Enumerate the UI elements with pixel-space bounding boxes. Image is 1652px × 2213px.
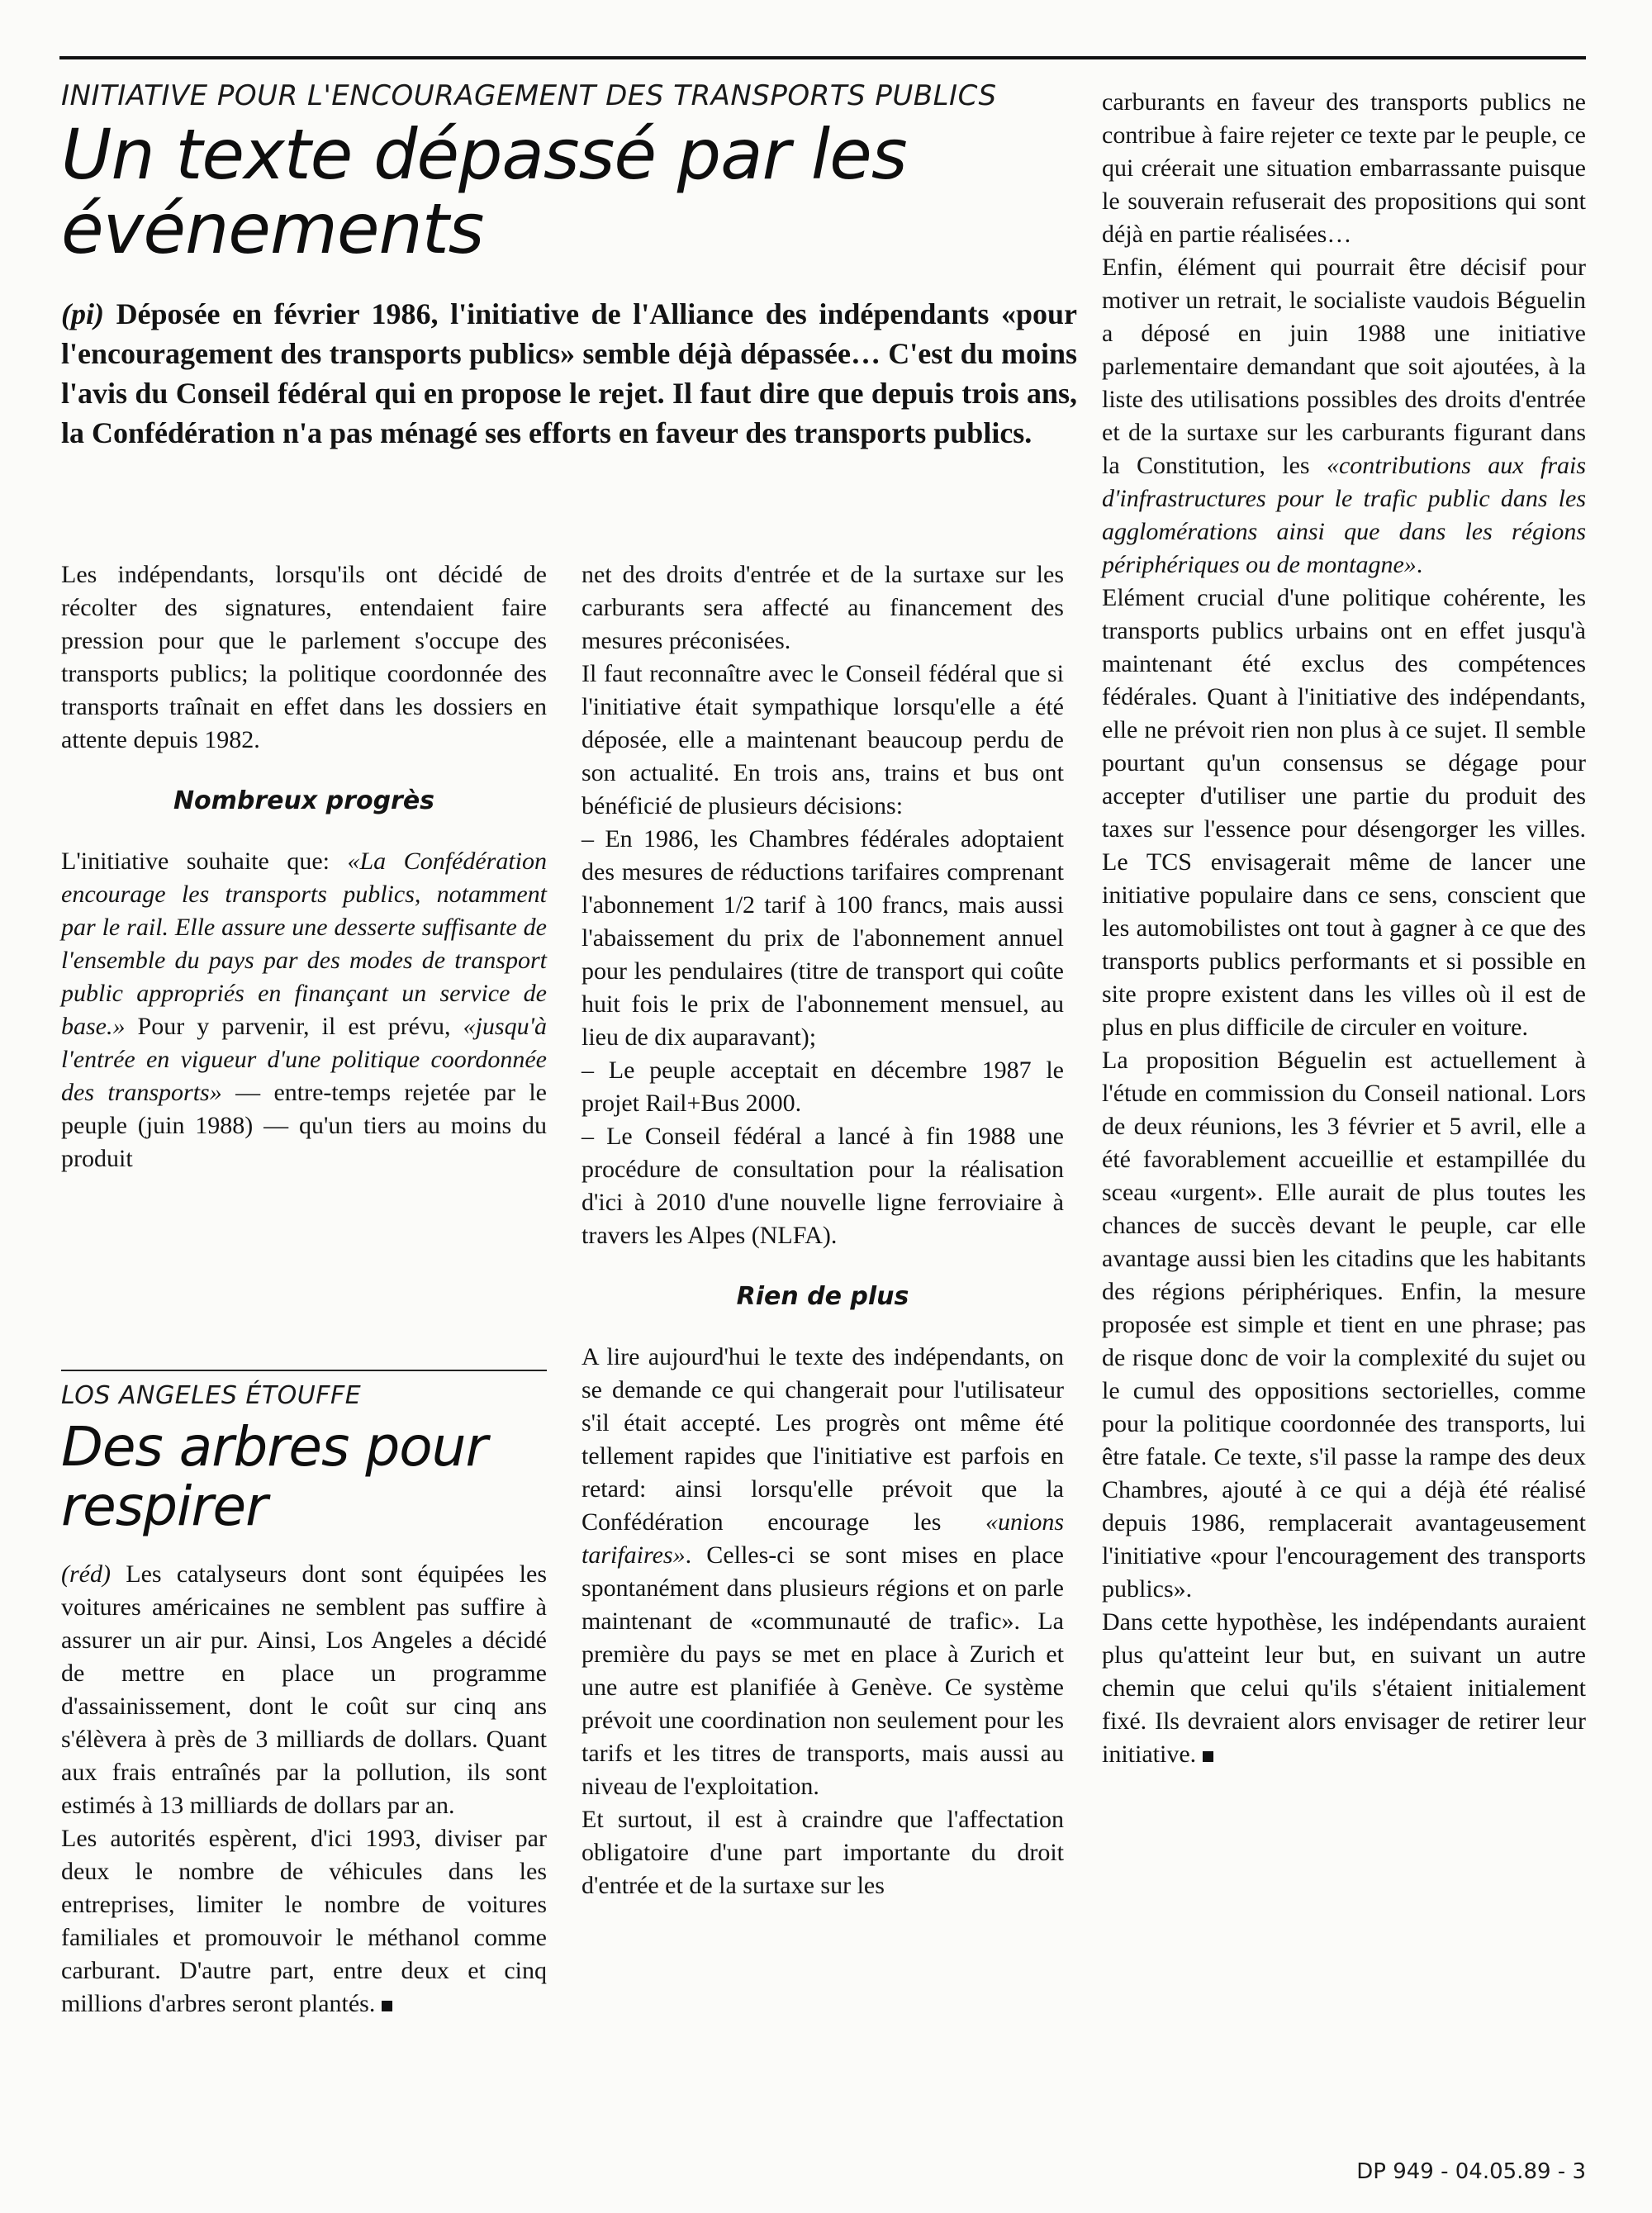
text-run: . xyxy=(1416,551,1423,578)
text-run: — entre-temps rejetée par le peuple (juin 1988) — qu'un tiers au moins du produit xyxy=(61,1079,547,1172)
quote-run: «La Confédération encourage les transports publics, notamment par le rail. Elle assure une desserte suffisante de l'ensemble du pays par des modes de transport public appropriés en finançant un service de base.» xyxy=(61,848,548,1040)
article2-prefix: (réd) xyxy=(61,1560,111,1588)
article1-header xyxy=(61,79,1077,453)
list-item: – En 1986, les Chambres fédérales adoptaient des mesures de réductions tarifaires comprenant l'abonnement 1/2 tarif à 100 francs, mais aussi l'abaissement du prix de l'abonnement annuel pour les pendulaires (titre de transport qui coûte huit fois le prix de l'abonnement mensuel, au lieu de dix auparavant); xyxy=(582,825,1064,1051)
paragraph: Il faut reconnaître avec le Conseil fédéral que si l'initiative était sympathique lorsqu'elle a été déposée, elle a maintenant beaucoup perdu de son actualité. En trois ans, trains et bus ont bénéficié de plusieurs décisions: xyxy=(582,660,1064,819)
paragraph xyxy=(582,1341,1064,1803)
article1-column-middle xyxy=(582,558,1064,1902)
text-run: L'initiative souhaite que: xyxy=(61,848,348,875)
subhead-nombreux-progres: Nombreux progrès xyxy=(173,786,435,815)
text-run: A lire aujourd'hui le texte des indépendants, on se demande ce qui changerait pour l'utilisateur s'il était accepté. Les progrès ont même été tellement rapides que l'initiative est parfois en retard: ainsi lorsqu'elle prévoit que la Confédération encourage les xyxy=(582,1343,1064,1536)
paragraph xyxy=(61,1558,547,1822)
end-mark-icon xyxy=(382,2001,392,2011)
article1-column-left xyxy=(61,558,547,1175)
article2 xyxy=(61,1360,547,2021)
end-mark-icon xyxy=(1203,1751,1213,1762)
paragraph: Elément crucial d'une politique cohérente, les transports publics urbains ont en effet jusqu'à maintenant été exclus des compétences fédérales. Quant à l'initiative des indépendants, elle ne prévoit rien non plus à ce sujet. Il semble pourtant qu'un consensus se dégage pour accepter d'utiliser une partie du produit des taxes sur l'essence pour désengorger les villes. Le TCS envisagerait même de lancer une initiative populaire dans ce sens, conscient que les automobilistes ont tout à gagner à ce que des transports publics performants et si possible en site propre existent dans les villes où il est de plus en plus difficile de circuler en voiture. xyxy=(1102,584,1586,1041)
text-run: Dans cette hypothèse, les indépendants auraient plus qu'atteint leur but, en suivant un autre chemin que celui qu'ils s'étaient initialement fixé. Ils devraient alors envisager de retirer leur initiative. xyxy=(1102,1608,1586,1768)
paragraph xyxy=(1102,1606,1586,1771)
text-run: . Celles-ci se sont mises en place spontanément dans plusieurs régions et on parle maintenant de «communauté de trafic». La première du pays se met en place à Zurich et une autre est planifiée à Genève. Ce système prévoit une coordination non seulement pour les tarifs et les titres de transports, mais aussi au niveau de l'exploitation. xyxy=(582,1541,1064,1800)
article2-kicker: LOS ANGELES ÉTOUFFE xyxy=(61,1381,362,1410)
article1-kicker: INITIATIVE POUR L'ENCOURAGEMENT DES TRANSPORTS PUBLICS xyxy=(61,79,997,112)
article1-lead xyxy=(61,294,1077,453)
list-item: – Le Conseil fédéral a lancé à fin 1988 une procédure de consultation pour la réalisation d'ici à 2010 d'une nouvelle ligne ferroviaire à travers les Alpes (NLFA). xyxy=(582,1123,1064,1249)
paragraph: net des droits d'entrée et de la surtaxe sur les carburants sera affecté au financement des mesures préconisées. xyxy=(582,561,1064,654)
article2-headline: Des arbres pour respirer xyxy=(61,1415,487,1538)
top-rule xyxy=(59,56,1586,59)
paragraph: La proposition Béguelin est actuellement à l'étude en commission du Conseil national. Lors de deux réunions, les 3 février et 5 avril, elle a été favorablement accueillie et estampillée du sceau «urgent». Elle aurait de plus toutes les chances de succès devant le peuple, car elle avantage aussi bien les citadins que les habitants des régions périphériques. Enfin, la mesure proposée est simple et tient en une phrase; pas de risque donc de voir la complexité du sujet ou le cumul des oppositions sectorielles, comme pour la politique coordonnée des transports, lui être fatale. Ce texte, s'il passe la rampe des deux Chambres, ajouté à ce qui a déjà été réalisé depuis 1986, remplacerait avantageusement l'initiative «pour l'encouragement des transports publics». xyxy=(1102,1047,1586,1603)
article1-headline: Un texte dépassé par les événements xyxy=(61,114,907,269)
text-run: Pour y parvenir, il est prévu, xyxy=(125,1013,463,1040)
paragraph xyxy=(61,845,547,1175)
quote-run: «contributions aux frais d'infrastructures pour le trafic public dans les agglomérations ainsi que dans les régions périphériques ou de montagne» xyxy=(1102,452,1587,578)
subhead-rien-de-plus: Rien de plus xyxy=(736,1282,909,1311)
text-run: Les autorités espèrent, d'ici 1993, diviser par deux le nombre de véhicules dans les entreprises, limiter le nombre de voitures familiales et promouvoir le méthanol comme carburant. D'autre part, entre deux et cinq millions d'arbres seront plantés. xyxy=(61,1825,547,2017)
paragraph: carburants en faveur des transports publics ne contribue à faire rejeter ce texte par le peuple, ce qui créerait une situation embarrassante puisque le souverain refuserait des propositions qui sont déjà en partie réalisées… xyxy=(1102,88,1586,248)
page-footer: DP 949 - 04.05.89 - 3 xyxy=(1356,2159,1586,2184)
paragraph: Et surtout, il est à craindre que l'affectation obligatoire d'une part importante du droit d'entrée et de la surtaxe sur les xyxy=(582,1806,1064,1899)
paragraph xyxy=(1102,251,1586,582)
paragraph: Les indépendants, lorsqu'ils ont décidé de récolter des signatures, entendaient faire pression pour que le parlement s'occupe des transports publics; la politique coordonnée des transports traînait en effet dans les dossiers en attente depuis 1982. xyxy=(61,561,547,753)
lead-prefix: (pi) xyxy=(61,297,104,330)
quote-run: «unions tarifaires» xyxy=(582,1508,1064,1569)
article1-column-right xyxy=(1102,86,1586,1771)
text-run: Les catalyseurs dont sont équipées les voitures américaines ne semblent pas suffire à assurer un air pur. Ainsi, Los Angeles a décidé de mettre en place un programme d'assainissement, dont le coût sur cinq ans s'élèvera à près de 3 milliards de dollars. Quant aux frais entraînés par la pollution, ils sont estimés à 13 milliards de dollars par an. xyxy=(61,1560,547,1819)
paragraph xyxy=(61,1822,547,2021)
text-run: Enfin, élément qui pourrait être décisif pour motiver un retrait, le socialiste vaudois Béguelin a déposé en juin 1988 une initiative parlementaire demandant que soit ajoutées, à la liste des utilisations possibles des droits d'entrée et de la surtaxe sur les carburants figurant dans la Constitution, les xyxy=(1102,254,1586,479)
list-item: – Le peuple acceptait en décembre 1987 le projet Rail+Bus 2000. xyxy=(582,1057,1064,1117)
lead-text: Déposée en février 1986, l'initiative de l'Alliance des indépendants «pour l'encouragement des transports publics» semble déjà dépassée… C'est du moins l'avis du Conseil fédéral qui en propose le rejet. Il faut dire que depuis trois ans, la Confédération n'a pas ménagé ses efforts en faveur des transports publics. xyxy=(61,297,1078,449)
quote-run: «jusqu'à l'entrée en vigueur d'une politique coordonnée des transports» xyxy=(61,1013,547,1106)
